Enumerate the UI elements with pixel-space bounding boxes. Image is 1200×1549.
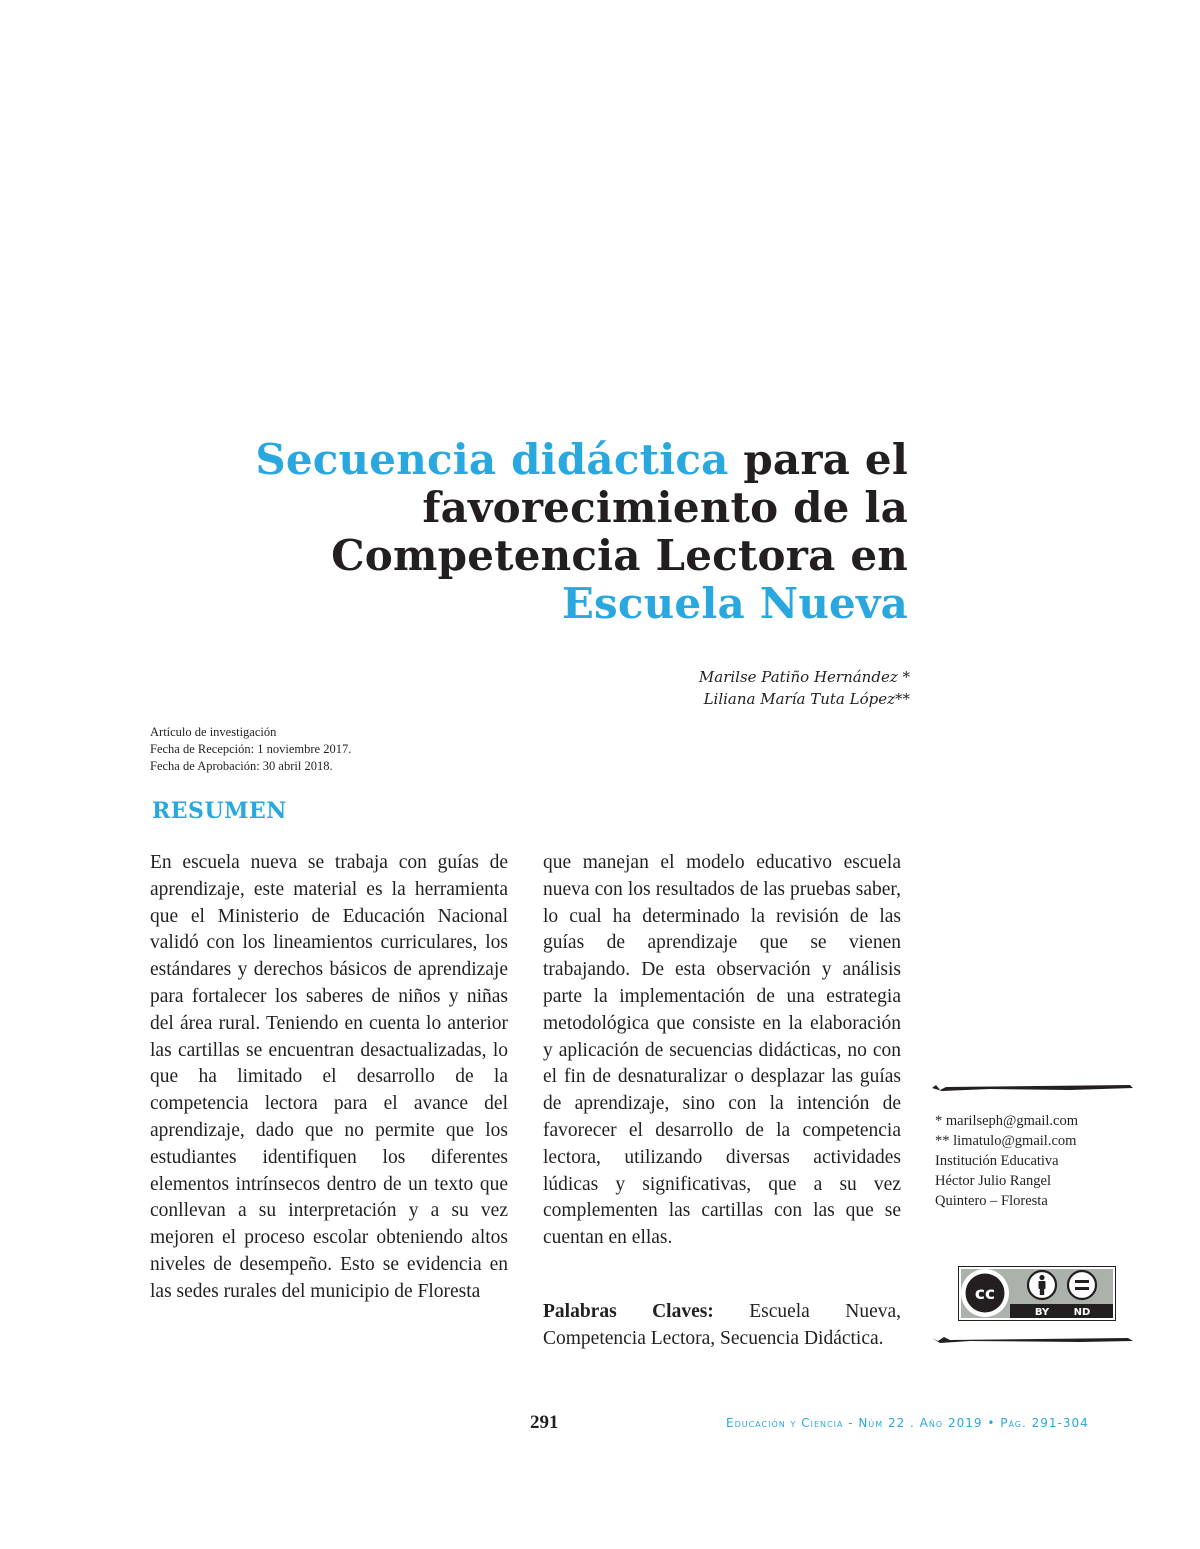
sidebar-rule-top	[930, 1081, 1135, 1095]
keywords-list: Escuela Nueva, Competencia Lectora, Secuencia Didáctica.	[543, 1301, 902, 1349]
cc-by-nd-license-badge	[958, 1266, 1116, 1321]
title-highlight-1: Secuencia didáctica	[255, 435, 729, 484]
article-type: Artículo de investigación	[150, 725, 277, 739]
institution-line-3: Quintero – Floresta	[935, 1193, 1048, 1209]
institution-line-1: Institución Educativa	[935, 1153, 1059, 1169]
cc-icon: cc	[974, 1284, 996, 1304]
author-1: Marilse Patiño Hernández *	[698, 668, 910, 686]
abstract-heading: RESUMEN	[152, 798, 287, 824]
page-number: 291	[530, 1412, 559, 1433]
running-footer: Educación y Ciencia - Núm 22 . Año 2019 • Pág. 291-304	[726, 1416, 1089, 1430]
keywords-label: Palabras Claves:	[543, 1301, 714, 1322]
by-label: BY	[1034, 1307, 1050, 1318]
nd-label: ND	[1073, 1307, 1091, 1318]
author-2: Liliana María Tuta López**	[703, 690, 910, 708]
article-title	[200, 436, 908, 628]
abstract-column-2: que manejan el modelo educativo escuela nueva con los resultados de las pruebas saber, lo cual ha determinado la revisión de las guías de aprendizaje que se vienen trabajando. De esta observación y análisis parte la implementación de una estrategia metodológica que consiste en la elaboración y aplicación de secuencias didácticas, no con el fin de desnaturalizar o desplazar las guías de aprendizaje, sino con la intención de favorecer el desarrollo de la competencia lectora, utilizando diversas actividades lúdicas y significativas, que a su vez complementen las cartillas con las que se cuentan en ellas.	[543, 852, 901, 1249]
article-meta	[150, 724, 510, 775]
email-1: * marilseph@gmail.com	[935, 1113, 1079, 1129]
approved-date: Fecha de Aprobación: 30 abril 2018.	[150, 759, 333, 773]
affiliation-block	[935, 1111, 1135, 1211]
title-highlight-2: Escuela Nueva	[561, 579, 908, 628]
email-2: ** limatulo@gmail.com	[935, 1133, 1077, 1149]
sidebar-rule-bottom	[930, 1332, 1135, 1346]
authors	[560, 666, 910, 710]
abstract-column-1: En escuela nueva se trabaja con guías de aprendizaje, este material es la herramienta que el Ministerio de Educación Nacional validó con los lineamientos curriculares, los estándares y derechos básicos de aprendizaje para fortalecer los saberes de niños y niñas del área rural. Teniendo en cuenta lo anterior las cartillas se encuentran desactualizadas, lo que ha limitado el desarrollo de la competencia lectora para el avance del aprendizaje, dado que no permite que los estudiantes identifiquen los diferentes elementos intrínsecos dentro de un texto que conllevan a su interpretación y a su vez mejoren el proceso escolar obteniendo altos niveles de desempeño. Esto se evidencia en las sedes rurales del municipio de Floresta	[150, 852, 508, 1302]
received-date: Fecha de Recepción: 1 noviembre 2017.	[150, 742, 352, 756]
keywords	[543, 1298, 901, 1352]
title-middle: para el favorecimiento de la Competencia Lectora en	[331, 435, 908, 580]
institution-line-2: Héctor Julio Rangel	[935, 1173, 1051, 1189]
